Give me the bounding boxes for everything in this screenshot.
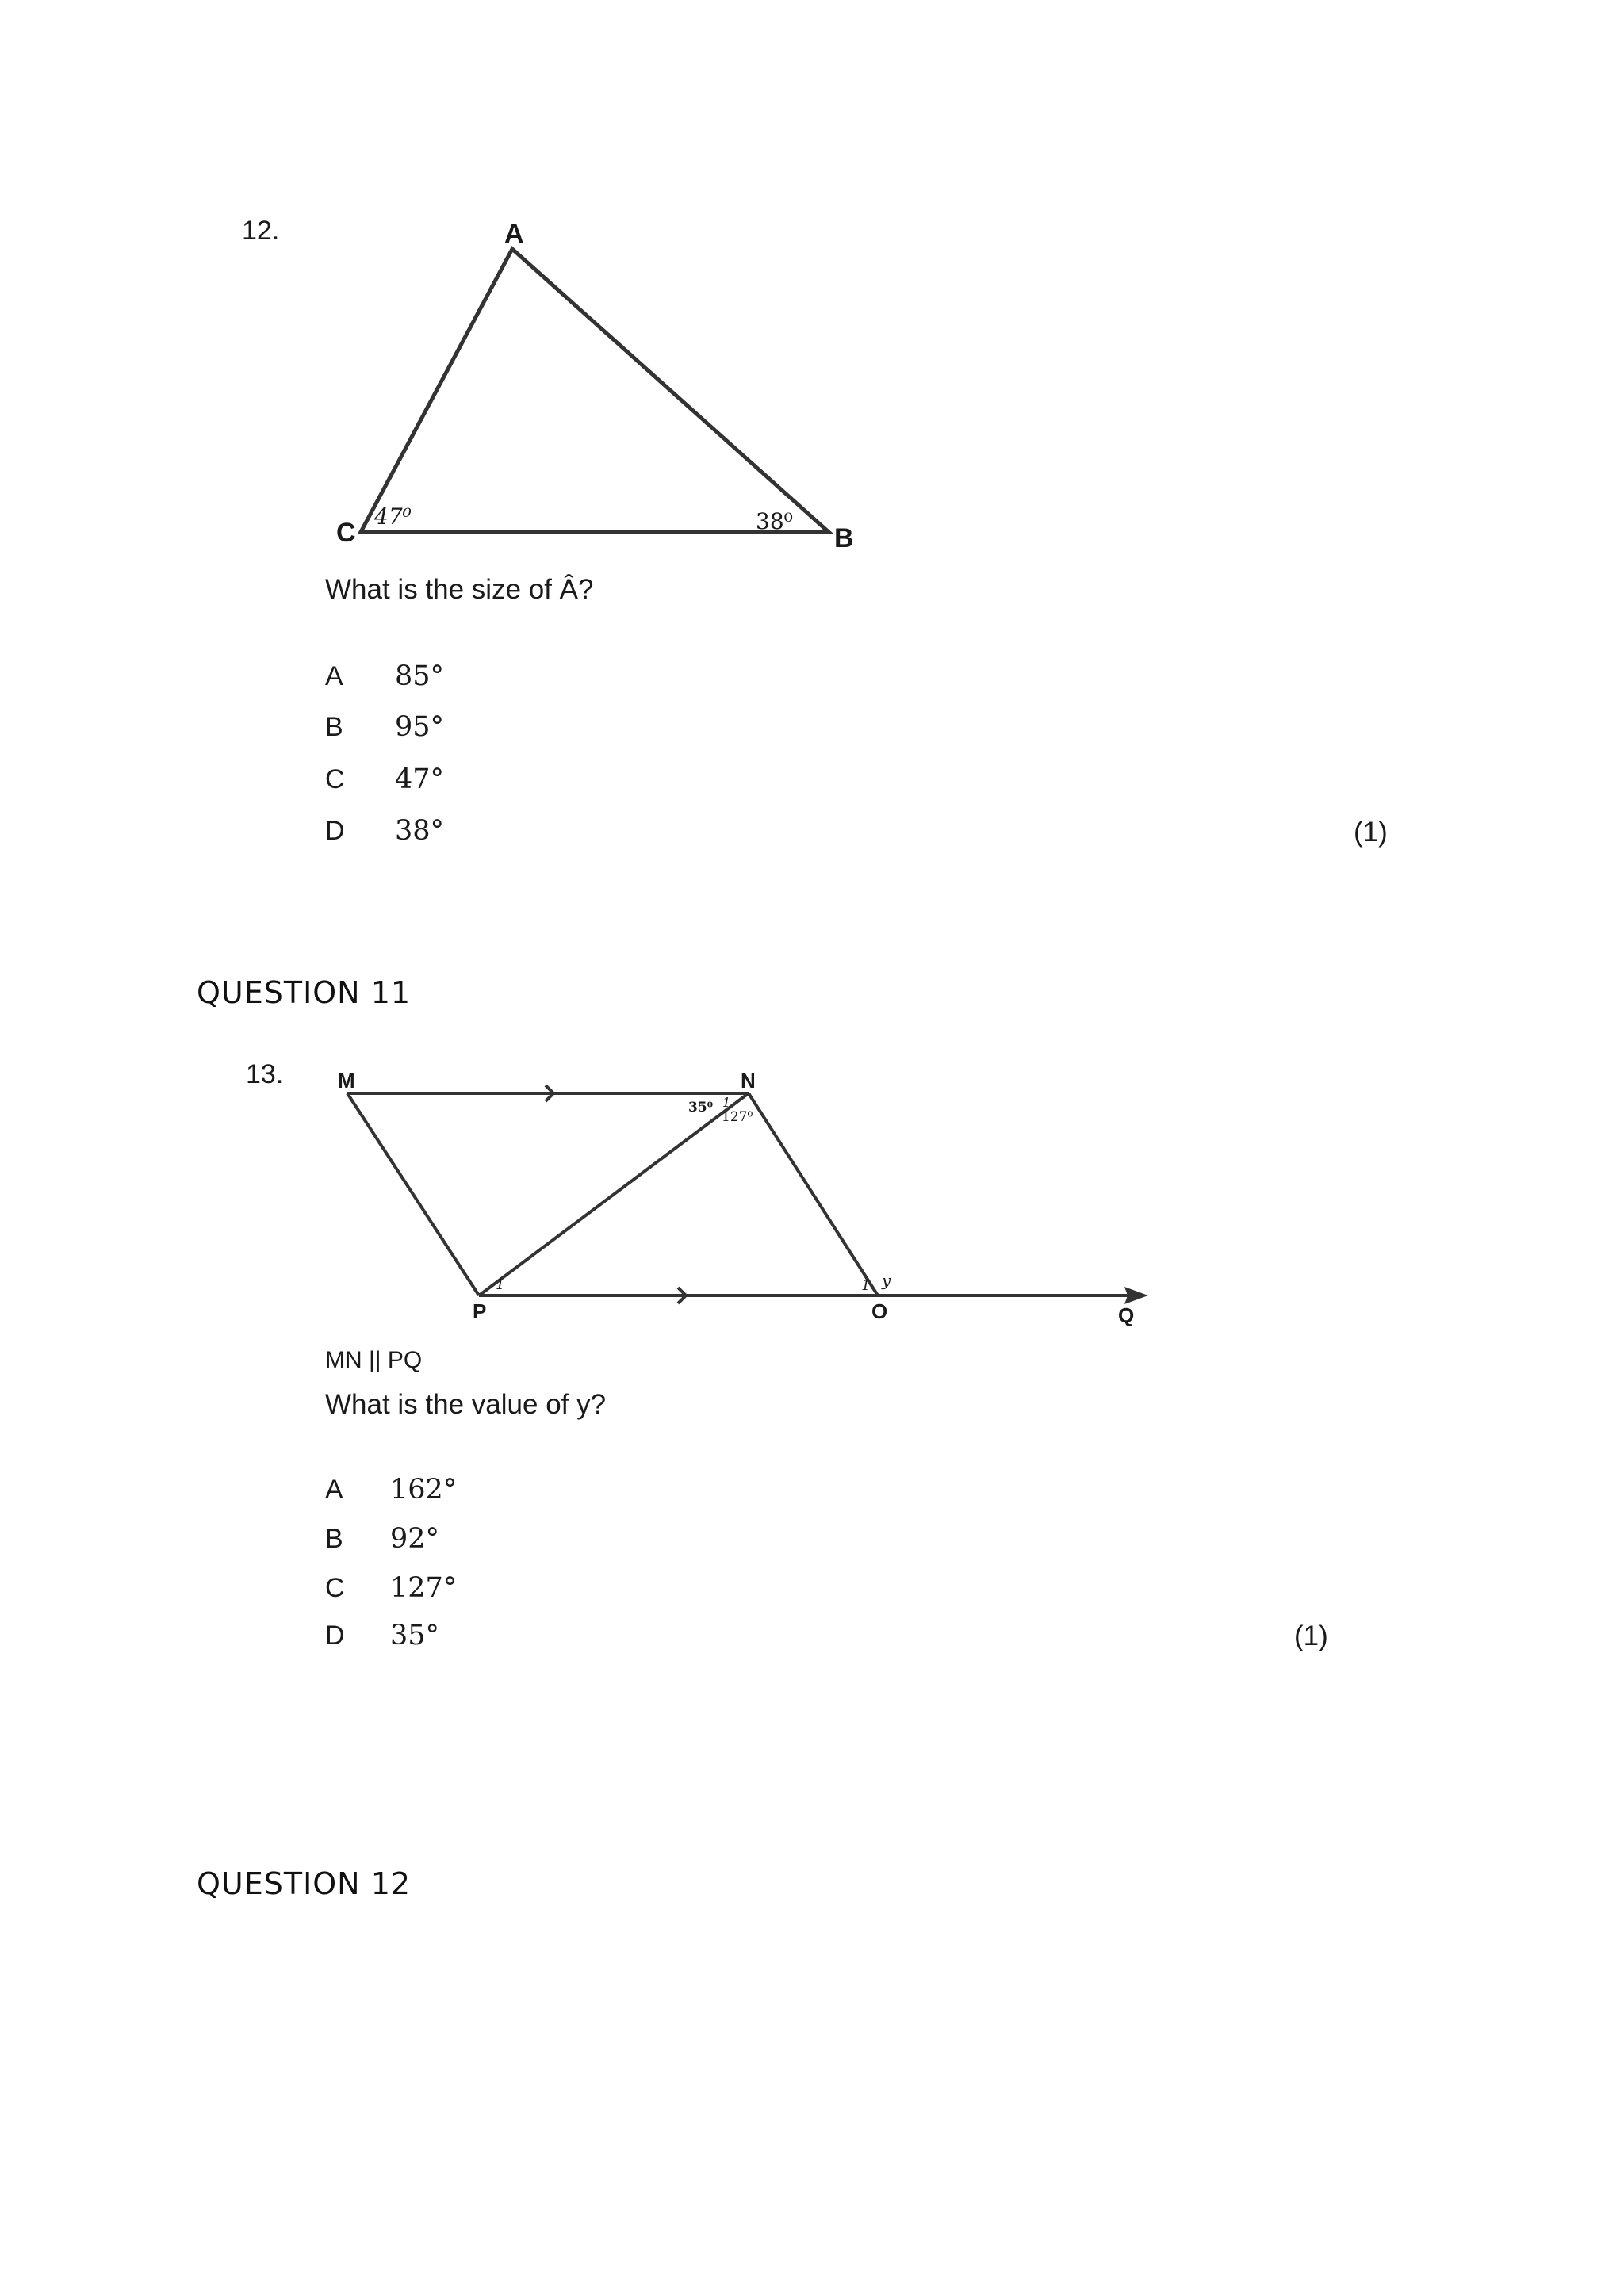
- q13-option-c-letter: C: [325, 1573, 345, 1603]
- line-pn: [479, 1093, 749, 1295]
- point-p-label: P: [473, 1299, 487, 1323]
- q13-option-a-letter: A: [325, 1475, 343, 1505]
- question-11-heading: QUESTION 11: [197, 975, 412, 1010]
- point-n-label: N: [741, 1069, 756, 1093]
- point-q-label: Q: [1118, 1303, 1135, 1327]
- q13-option-b-letter: B: [325, 1524, 343, 1554]
- q12-option-c-letter: C: [325, 764, 345, 794]
- angle-c-label: 47⁰: [374, 503, 412, 530]
- q12-marks: (1): [1354, 817, 1388, 848]
- angle-b-label: 38⁰: [756, 508, 793, 534]
- q13-option-c-value: 127°: [390, 1572, 458, 1604]
- q12-option-c-value: 47°: [395, 763, 445, 795]
- q12-option-b-value: 95°: [395, 711, 445, 743]
- point-o-label: O: [871, 1299, 888, 1323]
- q12-question-text: What is the size of Â?: [325, 574, 594, 605]
- angle-o-y-label: y: [882, 1271, 891, 1290]
- q12-option-d-letter: D: [325, 816, 345, 846]
- q12-number: 12.: [242, 216, 280, 246]
- angle-n-35-label: 35⁰: [688, 1100, 714, 1115]
- q12-option-a-value: 85°: [395, 660, 445, 692]
- q13-parallel-statement: MN || PQ: [325, 1347, 423, 1373]
- line-no: [749, 1093, 878, 1295]
- q13-option-a-value: 162°: [390, 1474, 458, 1506]
- q13-option-d-letter: D: [325, 1621, 345, 1651]
- point-m-label: M: [338, 1069, 355, 1093]
- line-mp: [347, 1093, 479, 1295]
- q13-marks: (1): [1294, 1621, 1328, 1651]
- q12-option-b-letter: B: [325, 712, 343, 742]
- angle-p1-label: 1: [496, 1276, 505, 1293]
- angle-o1-label: 1: [861, 1277, 871, 1294]
- q13-option-d-value: 35°: [390, 1620, 440, 1651]
- angle-n1-label: 1: [722, 1095, 731, 1110]
- q13-number: 13.: [246, 1059, 284, 1089]
- vertex-c-label: C: [336, 518, 356, 548]
- q13-option-b-value: 92°: [390, 1523, 440, 1555]
- vertex-b-label: B: [834, 523, 854, 553]
- q13-question-text: What is the value of y?: [325, 1389, 607, 1420]
- arrowhead-q-icon: [1124, 1287, 1148, 1304]
- q12-option-d-value: 38°: [395, 815, 445, 847]
- question-12-heading: QUESTION 12: [197, 1866, 412, 1901]
- q12-option-a-letter: A: [325, 661, 343, 691]
- angle-n-127-label: 127⁰: [722, 1109, 753, 1125]
- vertex-a-label: A: [504, 219, 524, 249]
